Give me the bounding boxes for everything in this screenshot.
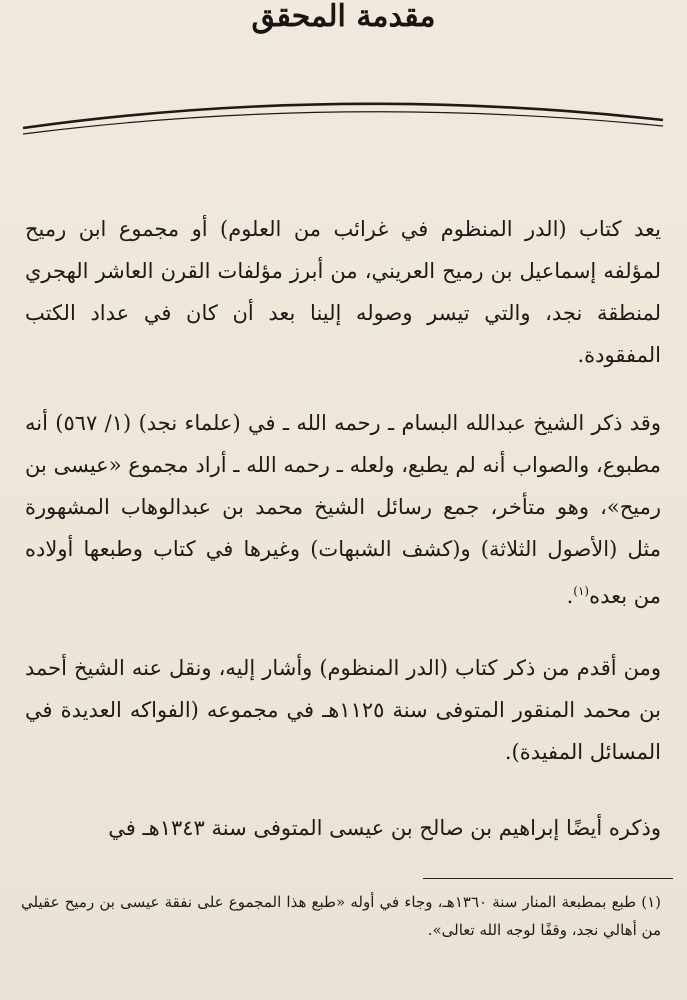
paragraph-3: ومن أقدم من ذكر كتاب (الدر المنظوم) وأشار إليه، ونقل عنه الشيخ أحمد بن محمد المنقور المتوفى سنة ١١٢٥هـ في مجموعه (الفواكه العديدة في المسائل المفيدة). bbox=[25, 656, 661, 764]
paragraph-2-end: . bbox=[566, 584, 574, 608]
paragraph-2 bbox=[25, 402, 661, 617]
footnote bbox=[21, 888, 661, 944]
footnote-reference: (١) bbox=[573, 584, 590, 598]
footnote-separator bbox=[423, 878, 673, 880]
header-ornament-rule bbox=[18, 90, 668, 140]
page-header-title: مقدمة المحقق bbox=[251, 0, 436, 34]
footnote-marker: (١) bbox=[641, 893, 661, 911]
main-text bbox=[25, 208, 661, 849]
paragraph-4: وذكره أيضًا إبراهيم بن صالح بن عيسى المتوفى سنة ١٣٤٣هـ في bbox=[108, 816, 661, 840]
footnote-text: طبع بمطبعة المنار سنة ١٣٦٠هـ، وجاء في أوله «طبع هذا المجموع على نفقة عيسى بن رميح عقيلي من أهالي نجد، وقفًا لوجه الله تعالى». bbox=[21, 893, 661, 939]
paragraph-1: يعد كتاب (الدر المنظوم في غرائب من العلوم) أو مجموع ابن رميح لمؤلفه إسماعيل بن رميح العريني، من أبرز مؤلفات القرن العاشر الهجري لمنطقة نجد، والتي تيسر وصوله إلينا بعد أن كان في عداد الكتب المفقودة. bbox=[25, 217, 661, 367]
paragraph-2-text: وقد ذكر الشيخ عبدالله البسام ـ رحمه الله ـ في (علماء نجد) (١/ ٥٦٧) أنه مطبوع، والصواب أنه لم يطبع، ولعله ـ رحمه الله ـ أراد مجموع «عيسى بن رميح»، وهو متأخر، جمع رسائل الشيخ محمد بن عبدالوهاب المشهورة مثل (الأصول الثلاثة) و(كشف الشبهات) وغيرها في كتاب وطبعها أولاده من بعده bbox=[25, 411, 661, 608]
